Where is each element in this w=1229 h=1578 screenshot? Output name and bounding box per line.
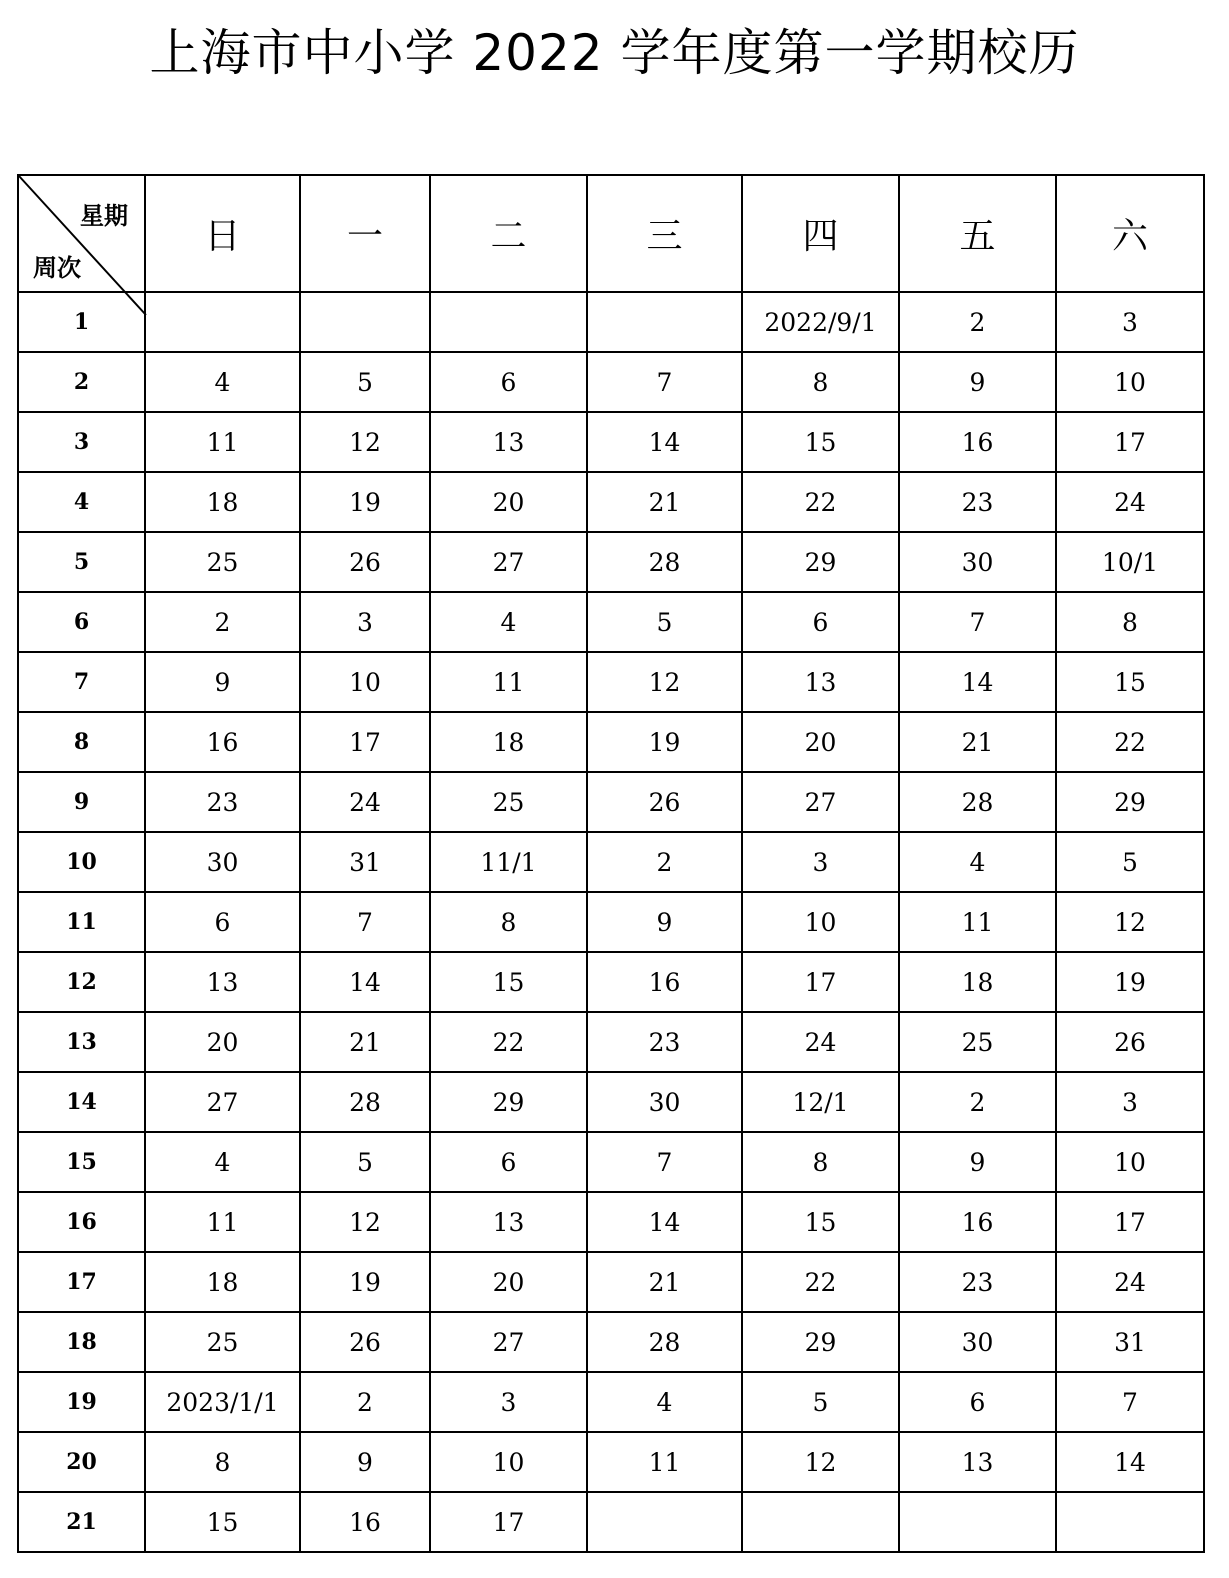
date-cell: 27 (430, 1312, 587, 1372)
date-cell: 23 (899, 472, 1056, 532)
date-cell: 6 (145, 892, 300, 952)
date-cell: 6 (742, 592, 899, 652)
table-row (18, 772, 1204, 832)
date-cell: 11 (145, 1192, 300, 1252)
weekday-header-sat: 六 (1056, 175, 1204, 292)
date-cell (145, 292, 300, 352)
date-cell: 21 (587, 1252, 742, 1312)
date-cell: 30 (899, 1312, 1056, 1372)
date-cell: 31 (300, 832, 430, 892)
date-cell: 8 (742, 1132, 899, 1192)
date-cell: 9 (899, 1132, 1056, 1192)
table-row (18, 1432, 1204, 1492)
table-row (18, 1132, 1204, 1192)
date-cell: 29 (430, 1072, 587, 1132)
date-cell: 9 (300, 1432, 430, 1492)
corner-label-week: 周次 (33, 254, 81, 282)
week-number-cell: 10 (18, 832, 145, 892)
week-number-cell: 16 (18, 1192, 145, 1252)
table-row (18, 592, 1204, 652)
date-cell: 13 (145, 952, 300, 1012)
date-cell: 4 (145, 1132, 300, 1192)
week-number-cell: 21 (18, 1492, 145, 1552)
date-cell: 19 (300, 1252, 430, 1312)
date-cell: 9 (145, 652, 300, 712)
date-cell: 22 (742, 472, 899, 532)
date-cell: 23 (587, 1012, 742, 1072)
date-cell (430, 292, 587, 352)
date-cell: 16 (300, 1492, 430, 1552)
weekday-header-mon: 一 (300, 175, 430, 292)
date-cell: 8 (145, 1432, 300, 1492)
date-cell: 27 (145, 1072, 300, 1132)
date-cell: 13 (742, 652, 899, 712)
date-cell: 28 (587, 532, 742, 592)
date-cell: 23 (899, 1252, 1056, 1312)
table-row (18, 1072, 1204, 1132)
date-cell: 12 (1056, 892, 1204, 952)
table-row (18, 1192, 1204, 1252)
date-cell: 25 (899, 1012, 1056, 1072)
date-cell: 27 (742, 772, 899, 832)
date-cell: 24 (742, 1012, 899, 1072)
week-number-cell: 6 (18, 592, 145, 652)
date-cell: 19 (587, 712, 742, 772)
table-row (18, 1492, 1204, 1552)
date-cell: 25 (145, 532, 300, 592)
date-cell: 22 (430, 1012, 587, 1072)
date-cell (300, 292, 430, 352)
week-number-cell: 1 (18, 292, 145, 352)
date-cell: 4 (145, 352, 300, 412)
week-number-cell: 18 (18, 1312, 145, 1372)
date-cell: 28 (587, 1312, 742, 1372)
date-cell: 22 (1056, 712, 1204, 772)
date-cell: 14 (1056, 1432, 1204, 1492)
date-cell: 7 (587, 352, 742, 412)
date-cell: 30 (145, 832, 300, 892)
date-cell: 12 (742, 1432, 899, 1492)
date-cell (587, 1492, 742, 1552)
week-number-cell: 19 (18, 1372, 145, 1432)
date-cell: 2 (300, 1372, 430, 1432)
date-cell: 4 (587, 1372, 742, 1432)
week-number-cell: 13 (18, 1012, 145, 1072)
date-cell: 17 (1056, 1192, 1204, 1252)
date-cell: 17 (430, 1492, 587, 1552)
week-number-cell: 20 (18, 1432, 145, 1492)
school-calendar-table (17, 174, 1205, 1553)
date-cell: 8 (1056, 592, 1204, 652)
date-cell: 24 (1056, 1252, 1204, 1312)
date-cell: 17 (300, 712, 430, 772)
date-cell: 22 (742, 1252, 899, 1312)
table-row (18, 652, 1204, 712)
date-cell: 24 (1056, 472, 1204, 532)
date-cell: 16 (145, 712, 300, 772)
week-number-cell: 4 (18, 472, 145, 532)
date-cell (587, 292, 742, 352)
date-cell: 23 (145, 772, 300, 832)
date-cell: 3 (300, 592, 430, 652)
date-cell: 14 (899, 652, 1056, 712)
date-cell: 20 (145, 1012, 300, 1072)
date-cell: 10 (742, 892, 899, 952)
weekday-header-tue: 二 (430, 175, 587, 292)
date-cell: 3 (430, 1372, 587, 1432)
week-number-cell: 7 (18, 652, 145, 712)
date-cell: 9 (587, 892, 742, 952)
date-cell: 31 (1056, 1312, 1204, 1372)
date-cell: 7 (587, 1132, 742, 1192)
date-cell: 30 (899, 532, 1056, 592)
week-number-cell: 15 (18, 1132, 145, 1192)
date-cell: 21 (899, 712, 1056, 772)
week-number-cell: 12 (18, 952, 145, 1012)
table-row (18, 892, 1204, 952)
week-number-cell: 17 (18, 1252, 145, 1312)
date-cell: 14 (587, 412, 742, 472)
date-cell: 13 (430, 1192, 587, 1252)
date-cell: 26 (300, 532, 430, 592)
date-cell: 12 (300, 412, 430, 472)
date-cell: 11 (430, 652, 587, 712)
date-cell: 6 (899, 1372, 1056, 1432)
date-cell: 7 (899, 592, 1056, 652)
date-cell: 10 (1056, 352, 1204, 412)
date-cell (899, 1492, 1056, 1552)
date-cell: 28 (899, 772, 1056, 832)
week-number-cell: 2 (18, 352, 145, 412)
date-cell: 9 (899, 352, 1056, 412)
date-cell: 11 (587, 1432, 742, 1492)
date-cell (1056, 1492, 1204, 1552)
table-row (18, 292, 1204, 352)
date-cell: 14 (587, 1192, 742, 1252)
date-cell: 17 (742, 952, 899, 1012)
date-cell: 20 (430, 472, 587, 532)
date-cell: 25 (145, 1312, 300, 1372)
date-cell: 3 (1056, 1072, 1204, 1132)
week-number-cell: 3 (18, 412, 145, 472)
date-cell: 5 (300, 352, 430, 412)
date-cell: 6 (430, 352, 587, 412)
date-cell: 11 (145, 412, 300, 472)
date-cell: 18 (145, 472, 300, 532)
week-number-cell: 14 (18, 1072, 145, 1132)
table-row (18, 1252, 1204, 1312)
date-cell: 15 (430, 952, 587, 1012)
table-row (18, 832, 1204, 892)
date-cell: 15 (1056, 652, 1204, 712)
date-cell: 25 (430, 772, 587, 832)
date-cell: 24 (300, 772, 430, 832)
table-row (18, 472, 1204, 532)
date-cell: 7 (1056, 1372, 1204, 1432)
date-cell: 12 (300, 1192, 430, 1252)
weekday-header-wed: 三 (587, 175, 742, 292)
date-cell: 11 (899, 892, 1056, 952)
date-cell: 18 (145, 1252, 300, 1312)
date-cell: 13 (430, 412, 587, 472)
table-row (18, 952, 1204, 1012)
date-cell: 18 (430, 712, 587, 772)
date-cell: 26 (1056, 1012, 1204, 1072)
date-cell: 15 (145, 1492, 300, 1552)
date-cell: 4 (899, 832, 1056, 892)
weekday-header-row (18, 175, 1204, 292)
table-row (18, 1372, 1204, 1432)
date-cell: 8 (742, 352, 899, 412)
table-row (18, 352, 1204, 412)
calendar-body (18, 292, 1204, 1552)
date-cell: 12 (587, 652, 742, 712)
date-cell: 16 (899, 1192, 1056, 1252)
date-cell: 5 (300, 1132, 430, 1192)
date-cell: 29 (742, 1312, 899, 1372)
table-row (18, 412, 1204, 472)
date-cell: 11/1 (430, 832, 587, 892)
week-number-cell: 9 (18, 772, 145, 832)
table-row (18, 712, 1204, 772)
date-cell: 2022/9/1 (742, 292, 899, 352)
date-cell: 7 (300, 892, 430, 952)
weekday-header-fri: 五 (899, 175, 1056, 292)
date-cell: 5 (1056, 832, 1204, 892)
date-cell: 26 (300, 1312, 430, 1372)
date-cell: 2 (899, 1072, 1056, 1132)
table-row (18, 1012, 1204, 1072)
date-cell (742, 1492, 899, 1552)
date-cell: 3 (1056, 292, 1204, 352)
date-cell: 28 (300, 1072, 430, 1132)
date-cell: 27 (430, 532, 587, 592)
date-cell: 14 (300, 952, 430, 1012)
table-row (18, 532, 1204, 592)
date-cell: 13 (899, 1432, 1056, 1492)
date-cell: 10 (1056, 1132, 1204, 1192)
date-cell: 26 (587, 772, 742, 832)
date-cell: 21 (587, 472, 742, 532)
date-cell: 10 (300, 652, 430, 712)
date-cell: 20 (742, 712, 899, 772)
corner-label-weekday: 星期 (80, 202, 128, 230)
date-cell: 3 (742, 832, 899, 892)
date-cell: 17 (1056, 412, 1204, 472)
date-cell: 2 (899, 292, 1056, 352)
date-cell: 2 (587, 832, 742, 892)
date-cell: 2 (145, 592, 300, 652)
date-cell: 2023/1/1 (145, 1372, 300, 1432)
date-cell: 15 (742, 1192, 899, 1252)
date-cell: 4 (430, 592, 587, 652)
date-cell: 6 (430, 1132, 587, 1192)
date-cell: 20 (430, 1252, 587, 1312)
week-number-cell: 5 (18, 532, 145, 592)
date-cell: 19 (1056, 952, 1204, 1012)
table-row (18, 1312, 1204, 1372)
page-title: 上海市中小学 2022 学年度第一学期校历 (149, 24, 1080, 82)
date-cell: 10/1 (1056, 532, 1204, 592)
date-cell: 18 (899, 952, 1056, 1012)
date-cell: 21 (300, 1012, 430, 1072)
date-cell: 8 (430, 892, 587, 952)
date-cell: 16 (899, 412, 1056, 472)
date-cell: 5 (587, 592, 742, 652)
weekday-header-thu: 四 (742, 175, 899, 292)
date-cell: 29 (1056, 772, 1204, 832)
week-number-cell: 8 (18, 712, 145, 772)
date-cell: 16 (587, 952, 742, 1012)
weekday-header-sun: 日 (145, 175, 300, 292)
date-cell: 29 (742, 532, 899, 592)
date-cell: 19 (300, 472, 430, 532)
date-cell: 30 (587, 1072, 742, 1132)
corner-header-cell (18, 175, 145, 292)
date-cell: 10 (430, 1432, 587, 1492)
date-cell: 15 (742, 412, 899, 472)
week-number-cell: 11 (18, 892, 145, 952)
date-cell: 12/1 (742, 1072, 899, 1132)
date-cell: 5 (742, 1372, 899, 1432)
